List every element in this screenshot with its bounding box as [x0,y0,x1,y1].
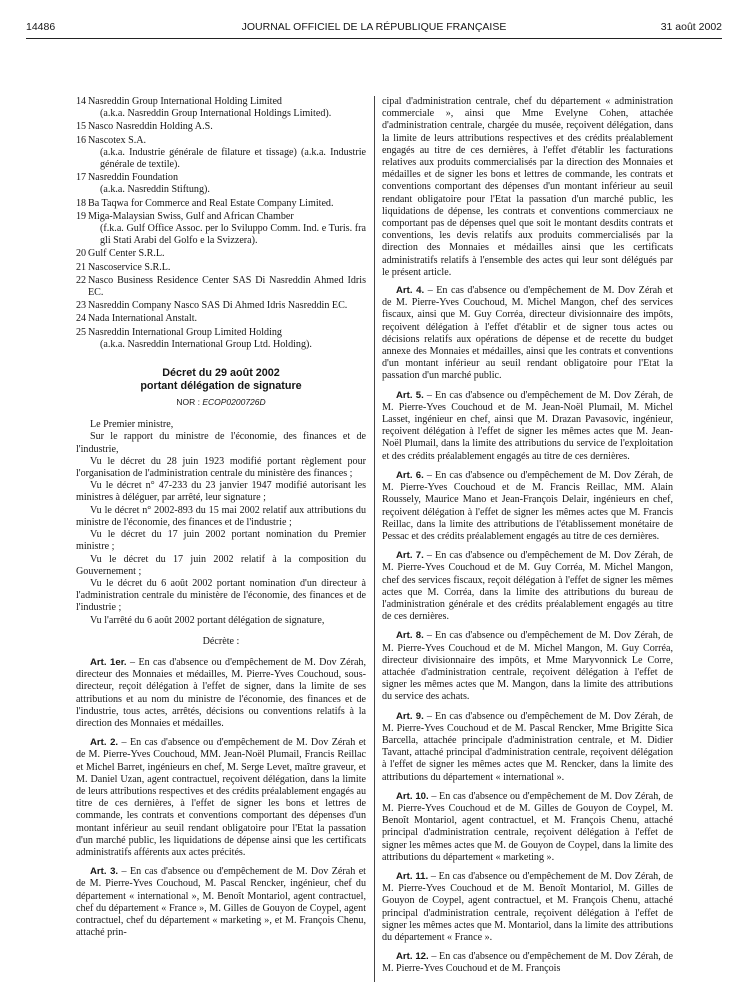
nor-reference [76,396,366,408]
nor-code: ECOP0200726D [202,397,266,408]
article-label: Art. 9. [396,710,424,722]
column-rule [374,96,375,982]
article-text: – En cas d'absence ou d'empêchement de M. Dov Zérah, de M. Pierre-Yves Couchoud et de M. Michel Mangon, M. Guy Corréa, directeur divisionnaire des impôts, et Mme Maryvonnick Le Corre, attachée d'administration centrale, reçoivent délégation à l'effet de signer les mêmes actes que M. Mangon, dans la limite des attributions du service des achats. [382,630,673,703]
entity-name: Nasco Business Residence Center SAS Di Nasreddin Ahmed Idris EC. [88,274,366,299]
item-number: 20 [76,248,87,260]
article [76,737,366,859]
article [76,657,366,730]
article-text: – En cas d'absence ou d'empêchement de M. Dov Zérah et de M. Pierre-Yves Couchoud, M. Pascal Rencker, ingénieur, chef du département « international », M. Benoît Montariol, agent contractuel, chef du département « France », M. Gilles de Gouyon de Coypel, agent contractuel, chef du département « marketing », et M. François Chenu, attaché prin- [76,866,366,939]
article-text: – En cas d'absence ou d'empêchement de M. Dov Zérah, de M. Pierre-Yves Couchoud et de M. François [382,951,673,975]
article-label: Art. 5. [396,389,424,401]
item-number: 15 [76,121,87,133]
list-item [76,248,366,260]
article [382,470,673,543]
preamble-line: Vu le décret n° 47-233 du 23 janvier 1947 modifié autorisant les ministres à déléguer, par arrêté, leur signature ; [76,480,366,504]
entity-name: Nasco Nasreddin Holding A.S. [88,121,213,133]
left-column [76,96,366,946]
article [382,791,673,864]
decree-title-line: Décret du 29 août 2002 [162,367,280,380]
article-text: – En cas d'absence ou d'empêchement de M. Dov Zérah, de M. Pierre-Yves Couchoud et de M. Jean-Noël Plumail, M. Michel Lasset, ingénieur en chef, ainsi que M. Drazan Pavasovic, ingénieur, reçoivent délégation à l'effet de signer les mêmes actes que M. Jean-Noël Plumail, dans la limite des attributions du service de l'exploitation et des crédits préalablement engagés au titre de ces dernières. [382,389,673,462]
right-column [382,96,673,983]
list-item [76,327,366,351]
page-number: 14486 [26,21,56,33]
article-text: – En cas d'absence ou d'empêchement de M. Dov Zérah, de M. Pierre-Yves Couchoud et de M. Gilles de Gouyon de Coypel, M. Benoît Montariol, agent contractuel, et M. François Chenu, attaché principal d'administration centrale, reçoivent délégation à l'effet de signer les mêmes actes que M. de Gouyon de Coypel, dans la limite des attributions du département « marketing ». [382,790,673,863]
article-text: – En cas d'absence ou d'empêchement de M. Dov Zérah et de M. Pierre-Yves Couchoud, M. Michel Mangon, chef des services fiscaux, ainsi que M. Guy Corréa, directeur divisionnaire des impôts, reçoivent délégation à l'effet d'établir et de signer tous actes ou décisions relatifs aux opérations de dépense et de recette du budget annexe des Monnaies et médailles, ainsi que les contrats et conventions d'un montant inférieur au seuil rendant obligatoire pour l'Etat la passation d'un marché public. [382,285,673,382]
list-item [76,198,366,210]
article-text: – En cas d'absence ou d'empêchement de M. Dov Zérah, de M. Pierre-Yves Couchoud et de M. Guy Corréa, M. Michel Mangon, chef des services fiscaux, reçoit délégation à l'effet de signer les mêmes actes que M. Corréa, dans la limite des attributions du bureau de l'administration générale et des crédits préalablement engagés au titre de ces dernières. [382,550,673,623]
nor-label: NOR : [176,397,200,408]
list-item [76,96,366,120]
article [382,285,673,383]
article [382,550,673,623]
entity-name: Nascotex S.A. [88,134,147,146]
preamble-line: Vu le décret du 6 août 2002 portant nomination d'un directeur à l'administration centrale du ministère de l'économie, des finances et de l'industrie ; [76,577,366,614]
list-item [76,300,366,312]
item-number: 19 [76,210,87,222]
preamble-line: Vu le décret du 17 juin 2002 relatif à la composition du Gouvernement ; [76,553,366,577]
article-label: Art. 11. [396,870,429,882]
entity-aka: (a.k.a. Nasreddin Stiftung). [100,184,210,196]
item-number: 18 [76,197,87,209]
issue-date: 31 août 2002 [660,21,722,33]
article [382,951,673,975]
item-number: 23 [76,300,87,312]
article-text: – En cas d'absence ou d'empêchement de M. Dov Zérah, de M. Pierre-Yves Couchoud et de M. Francis Reillac, MM. Alain Roussely, Maurice Mano et Jean-François Delair, ingénieurs en chef, reçoivent délégation à l'effet de signer les mêmes actes que M. Francis Reillac, dans la limite des attributions de l'établissement monétaire de Pessac et des crédits préalablement engagés au titre de ces dernières. [382,469,673,542]
item-number: 16 [76,134,87,146]
preamble-line: Vu l'arrêté du 6 août 2002 portant délégation de signature, [90,614,325,626]
decrete-heading: Décrète : [202,635,240,647]
entity-aka: (a.k.a. Nasreddin Group International Holdings Limited). [100,108,332,120]
list-item [76,135,366,172]
article-label: Art. 4. [396,285,425,297]
article-label: Art. 1er. [90,656,127,668]
decree-title [76,367,366,393]
item-number: 24 [76,313,87,325]
entity-name: Nascoservice S.R.L. [88,261,171,273]
entity-name: Gulf Center S.R.L. [88,248,165,260]
decree-subtitle-line: portant délégation de signature [140,380,302,393]
header-rule [26,38,722,39]
list-item [76,262,366,274]
article-text: – En cas d'absence ou d'empêchement de M. Dov Zérah, de M. Pierre-Yves Couchoud et de M. Pascal Rencker, Mme Brigitte Sica Barcella, attachée principale d'administration centrale, et M. Didier Tavant, attaché principal d'administration centrale, reçoivent délégation à l'effet de signer les mêmes actes que M. Rencker, dans la limite des attributions du département « international ». [382,710,673,783]
article-label: Art. 12. [396,951,429,963]
item-number: 25 [76,326,87,338]
article [76,866,366,939]
entity-name: Nasreddin Company Nasco SAS Di Ahmed Idris Nasreddin EC. [88,300,348,312]
entity-name: Nada International Anstalt. [88,313,198,325]
item-number: 22 [76,274,87,286]
article [382,711,673,784]
list-item [76,211,366,248]
article-text: – En cas d'absence ou d'empêchement de M. Dov Zérah, directeur des Monnaies et médailles, M. Pierre-Yves Couchoud, sous-directeur, reçoit délégation à l'effet de signer, dans la limite de ses attributions et au nom du ministre de l'économie, des finances et de l'industrie, tous actes, arrêtés, décisions ou conventions relatifs à la direction des Monnaies et médailles. [76,656,366,729]
article-text: – En cas d'absence ou d'empêchement de M. Dov Zérah et de M. Pierre-Yves Couchoud, MM. Jean-Noël Plumail, Francis Reillac et Michel Barret, ingénieurs en chef, M. Serge Levet, maître graveur, et M. Daniel Uzan, agent contractuel, reçoivent délégation, dans la limite de leurs attributions respectives et des crédits préalablement engagés au titre de ces dernières, à l'effet de signer les bons et lettres de commande, les contrats et conventions comportant des dépenses d'un montant inférieur au seuil rendant obligatoire pour l'Etat la passation d'un marché public, les liquidations de dépense ainsi que les certificats administratifs afférents aux actes précités. [76,737,366,858]
item-number: 21 [76,261,87,273]
article-label: Art. 2. [90,737,119,749]
preamble-line: Le Premier ministre, [90,419,174,431]
article-label: Art. 10. [396,790,429,802]
preamble-line: Vu le décret n° 2002-893 du 15 mai 2002 relatif aux attributions du ministre de l'économie, des finances et de l'industrie ; [76,504,366,528]
preamble-line: Sur le rapport du ministre de l'économie, des finances et de l'industrie, [76,431,366,455]
entity-name: Miga-Malaysian Swiss, Gulf and African Chamber [88,210,294,222]
item-number: 17 [76,172,87,184]
article-continuation: cipal d'administration centrale, chef du département « administration commerciale », ainsi que Mme Evelyne Cohen, attachée d'administration centrale, chargée du musée, reçoivent délégation, dans la limite de leurs attributions respectives et des crédits préalablement engagés au titre de ces dernières, à l'effet d'établir les facturations relatives aux produits commercialisés par la direction des Monnaies et médailles et de signer les bons et lettres de commande, les contrats et conventions comportant des dépenses d'un montant inférieur au seuil rendant obligatoire pour l'Etat la passation d'un marché public, les liquidations de dépense, les contrats et conventions commerciaux ne comportant pas de dépenses quel que soit le montant desdits contrats et conventions, les devis relatifs aux produits commercialisés par la direction des Monnaies et médailles ainsi que les certificats administratifs relatifs à l'ensemble des actes qui leur sont délégués par le présent article. [382,96,673,278]
article [382,871,673,944]
entity-name: Nasreddin Foundation [88,172,178,184]
list-item [76,121,366,133]
entity-name: Nasreddin Group International Holding Limited [88,96,282,107]
article [382,390,673,463]
preamble-line: Vu le décret du 17 juin 2002 portant nomination du Premier ministre ; [76,529,366,553]
list-item [76,172,366,196]
article [382,630,673,703]
item-number: 14 [76,96,87,107]
entity-name: Nasreddin International Group Limited Holding [88,326,282,338]
article-label: Art. 6. [396,469,424,481]
list-item [76,275,366,299]
entity-list [76,96,366,351]
list-item [76,313,366,325]
preamble [76,419,366,626]
page-header [26,21,722,37]
article-label: Art. 8. [396,630,424,642]
entity-aka: (f.k.a. Gulf Office Assoc. per lo Sviluppo Comm. Ind. e Turis. fra gli Stati Arabi del Golfo e la Svizzera). [100,223,366,247]
entity-name: Ba Taqwa for Commerce and Real Estate Company Limited. [88,197,334,209]
entity-aka: (a.k.a. Nasreddin International Group Ltd. Holding). [100,338,312,350]
article-label: Art. 7. [396,550,424,562]
journal-title: JOURNAL OFFICIEL DE LA RÉPUBLIQUE FRANÇAISE [241,21,507,33]
article-label: Art. 3. [90,866,119,878]
article-text: – En cas d'absence ou d'empêchement de M. Dov Zérah, de M. Pierre-Yves Couchoud et de M. Benoît Montariol, M. Gilles de Gouyon de Coypel, agent contractuel, et M. François Chenu, attaché principal d'administration centrale, reçoivent délégation à l'effet de signer les mêmes actes que M. Montariol, dans la limite des attributions du département « France ». [382,870,673,943]
entity-aka: (a.k.a. Industrie générale de filature et tissage) (a.k.a. Industrie générale de textile). [100,146,366,171]
preamble-line: Vu le décret du 28 juin 1923 modifié portant règlement pour l'organisation de l'administration centrale du ministère des finances ; [76,455,366,480]
